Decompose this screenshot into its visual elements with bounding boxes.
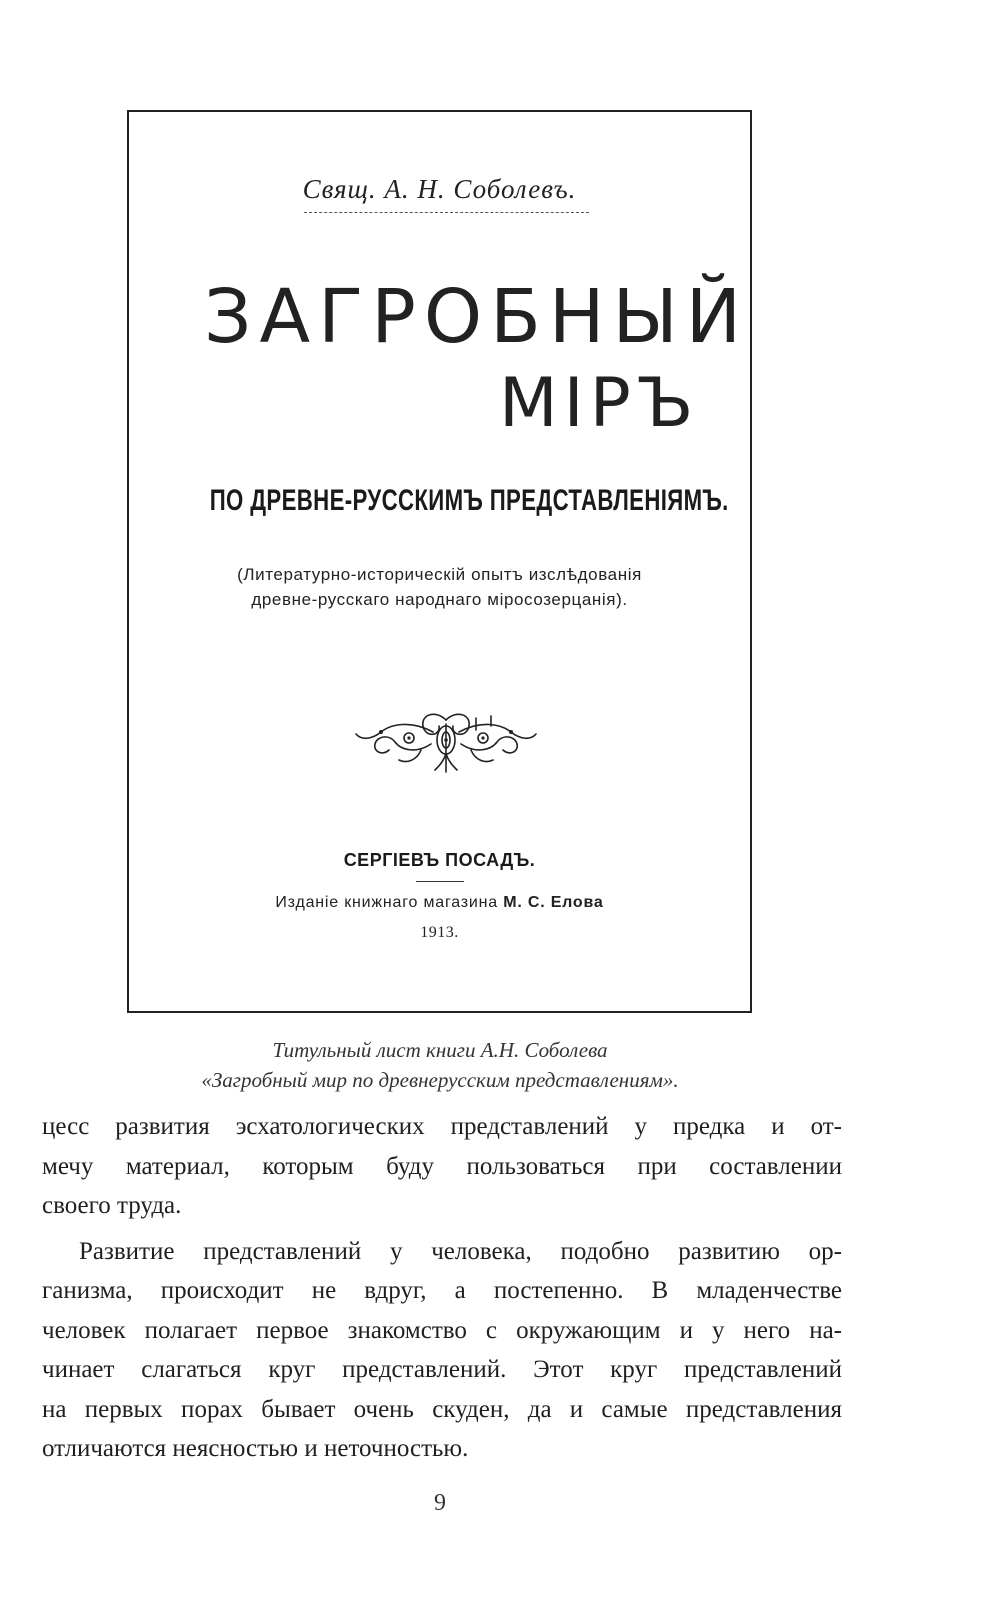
title-page-title-line-2: МIРЪ — [499, 364, 700, 443]
title-page-subtitle: ПО ДРЕВНЕ-РУССКИМЪ ПРЕДСТАВЛЕНIЯМЪ. — [209, 484, 729, 517]
page-number: 9 — [434, 1490, 446, 1516]
title-page-title-line-1: ЗАГРОБНЫЙ — [204, 274, 750, 360]
body-line: ганизма, происходит не вдруг, а постепенно. В младенчестве — [42, 1277, 842, 1304]
publisher-prefix: Изданiе книжнаго магазина — [275, 894, 498, 911]
body-line: своего труда. — [42, 1192, 182, 1219]
body-line: чинает слагаться круг представлений. Этот круг представлений — [42, 1356, 842, 1383]
publisher-name: М. С. Елова — [503, 894, 604, 911]
body-line: человек полагает первое знакомство с окружающим и у него на- — [42, 1316, 842, 1344]
caption-line-1: Титульный лист книги А.Н. Соболева — [272, 1038, 608, 1062]
body-line: отличаются неясностью и неточностью. — [42, 1435, 469, 1462]
ornament-icon — [351, 710, 541, 775]
place-rule — [416, 881, 464, 882]
title-page-note — [129, 562, 750, 612]
caption-line-2: «Загробный мир по древнерусским представлениям». — [201, 1068, 679, 1092]
body-line: на первых порах бывает очень скуден, да и самые представления — [42, 1395, 842, 1423]
title-page-image — [127, 110, 752, 1013]
title-page-place: СЕРГIЕВЪ ПОСАДЪ. — [343, 850, 536, 870]
title-page-year: 1913. — [420, 924, 459, 941]
body-line: цесс развития эсхатологических представлений у предка и от- — [42, 1113, 842, 1140]
body-line: мечу материал, которым буду пользоваться при составлении — [42, 1152, 842, 1180]
title-page-author: Свящ. А. Н. Соболевъ. — [302, 174, 577, 204]
title-page-note-line-1: (Литературно-историческiй опытъ изслѣдованiя — [237, 565, 642, 584]
author-underline — [304, 212, 589, 213]
body-text — [42, 1107, 842, 1469]
title-page-note-line-2: древне-русскаго народнаго мiросозерцанiя). — [251, 590, 628, 609]
title-page-publisher — [129, 894, 750, 912]
body-line: Развитие представлений у человека, подобно развитию ор- — [79, 1237, 842, 1265]
